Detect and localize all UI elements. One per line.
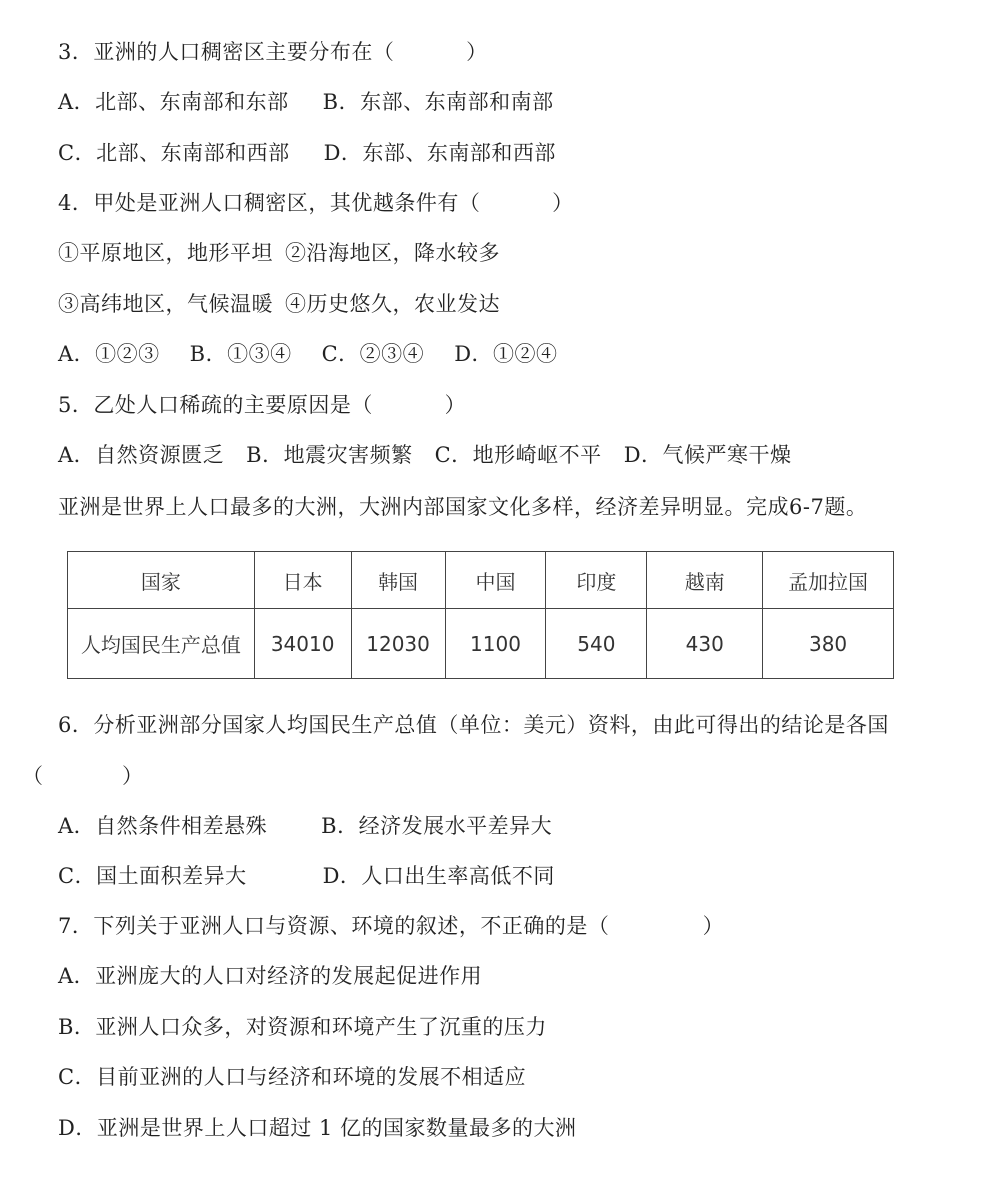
q5-option-d: D．气候严寒干燥: [623, 443, 792, 467]
q4-condition-1: ①平原地区，地形平坦: [58, 241, 273, 265]
q4-conditions-row2: [58, 290, 500, 318]
q4-option-b: B．①③④: [189, 342, 292, 366]
value-cell: 12030: [351, 609, 445, 679]
q5-options: [58, 441, 792, 469]
q3-option-b: B．东部、东南部和南部: [322, 90, 554, 114]
q7-option-b: B．亚洲人口众多，对资源和环境产生了沉重的压力: [58, 1015, 547, 1039]
intro-text: 亚洲是世界上人口最多的大洲，大洲内部国家文化多样，经济差异明显。完成6-7题。: [58, 495, 868, 519]
q4-option-d: D．①②④: [454, 342, 558, 366]
q6-option-d: D．人口出生率高低不同: [322, 864, 555, 888]
q6-paren-open: （: [22, 764, 43, 788]
value-cell: 540: [546, 609, 647, 679]
q7-option-c: C．目前亚洲的人口与经济和环境的发展不相适应: [58, 1065, 527, 1089]
q3-option-d: D．东部、东南部和西部: [323, 141, 556, 165]
header-cell: 孟加拉国: [763, 552, 894, 609]
q4-option-c: C．②③④: [321, 342, 425, 366]
row-label-cell: 人均国民生产总值: [68, 609, 255, 679]
q6-option-c: C．国土面积差异大: [58, 864, 247, 888]
q3-option-a: A．北部、东南部和东部: [58, 90, 289, 114]
header-cell: 日本: [254, 552, 351, 609]
gnp-table: [67, 551, 894, 679]
q4-condition-3: ③高纬地区，气候温暖: [58, 292, 273, 316]
q4-conditions-row1: [58, 239, 500, 267]
header-cell: 中国: [445, 552, 546, 609]
q6-option-b: B．经济发展水平差异大: [321, 814, 553, 838]
q7-option-a: A．亚洲庞大的人口对经济的发展起促进作用: [58, 964, 483, 988]
table-row: [68, 609, 894, 679]
q4-options: [58, 340, 558, 368]
value-cell: 430: [647, 609, 763, 679]
q5-option-c: C．地形崎岖不平: [434, 443, 602, 467]
value-cell: 34010: [254, 609, 351, 679]
q5-option-b: B．地震灾害频繁: [246, 443, 413, 467]
q6-options-row1: [58, 812, 552, 840]
q4-condition-4: ④历史悠久，农业发达: [285, 292, 500, 316]
q4-condition-2: ②沿海地区，降水较多: [285, 241, 500, 265]
header-cell: 印度: [546, 552, 647, 609]
q5-stem: 5．乙处人口稀疏的主要原因是（ ）: [58, 393, 467, 417]
q6-options-row2: [58, 862, 555, 890]
q7-stem: 7．下列关于亚洲人口与资源、环境的叙述，不正确的是（ ）: [58, 914, 725, 938]
q6-stem: 6．分析亚洲部分国家人均国民生产总值（单位：美元）资料，由此可得出的结论是各国: [58, 713, 889, 737]
table-header-row: [68, 552, 894, 609]
q3-options-row1: [58, 88, 554, 116]
q4-stem: 4．甲处是亚洲人口稠密区，其优越条件有（ ）: [58, 191, 574, 215]
q6-paren-close: ）: [122, 764, 143, 788]
q7-option-d: D．亚洲是世界上人口超过 1 亿的国家数量最多的大洲: [58, 1116, 577, 1140]
value-cell: 1100: [445, 609, 546, 679]
header-cell: 韩国: [351, 552, 445, 609]
value-cell: 380: [763, 609, 894, 679]
header-cell: 国家: [68, 552, 255, 609]
header-cell: 越南: [647, 552, 763, 609]
q6-option-a: A．自然条件相差悬殊: [58, 814, 268, 838]
q4-option-a: A．①②③: [58, 342, 160, 366]
q3-stem: 3．亚洲的人口稠密区主要分布在（ ）: [58, 40, 488, 64]
q5-option-a: A．自然资源匮乏: [58, 443, 225, 467]
q3-option-c: C．北部、东南部和西部: [58, 141, 290, 165]
q3-options-row2: [58, 139, 556, 167]
